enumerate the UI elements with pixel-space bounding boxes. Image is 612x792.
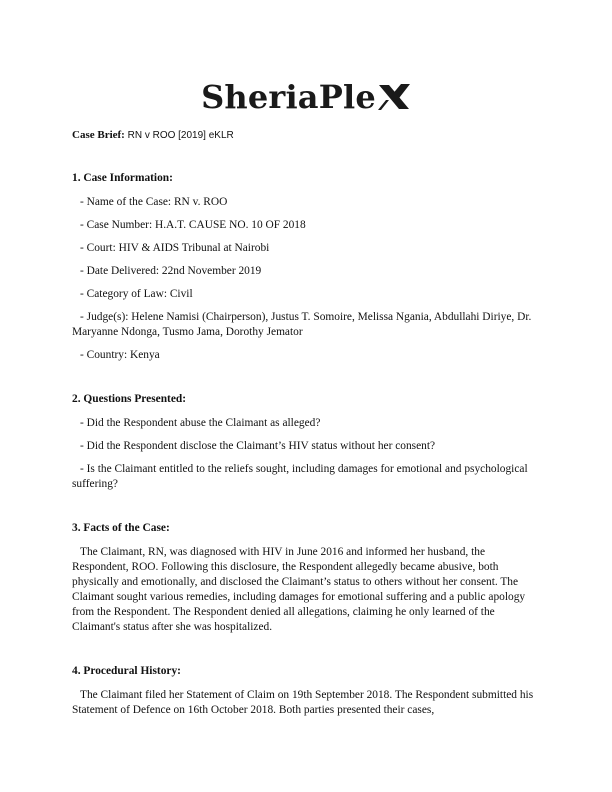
list-item: - Category of Law: Civil — [80, 288, 193, 300]
section-heading: 1. Case Information: — [72, 172, 173, 184]
case-brief-line — [72, 129, 234, 141]
section-questions-presented — [72, 392, 542, 492]
list-item: - Court: HIV & AIDS Tribunal at Nairobi — [80, 242, 270, 254]
list-item: - Date Delivered: 22nd November 2019 — [80, 265, 262, 277]
list-item: - Case Number: H.A.T. CAUSE NO. 10 OF 2018 — [80, 219, 306, 231]
list-item: - Did the Respondent disclose the Claimant’s HIV status without her consent? — [80, 440, 436, 452]
list-item: - Name of the Case: RN v. ROO — [80, 196, 228, 208]
section-heading: 4. Procedural History: — [72, 665, 181, 677]
section-heading: 3. Facts of the Case: — [72, 522, 170, 534]
logo-text: SheriaPle — [201, 78, 376, 116]
case-brief-label: Case Brief: — [72, 129, 125, 141]
paragraph: The Claimant filed her Statement of Claim on 19th September 2018. The Respondent submitted his Statement of Defence on 16th October 2018. Both parties presented their cases, — [72, 689, 534, 716]
document-body — [72, 171, 542, 747]
section-facts-of-the-case — [72, 521, 542, 635]
paragraph: The Claimant, RN, was diagnosed with HIV in June 2016 and informed her husband, the Respondent, ROO. Following this disclosure, the Respondent allegedly became abusive, both physically and emotionally, and disclosed the Claimant’s status to others without her consent. The Claimant sought various remedies, including damages for emotional suffering and a public apology from the Respondent. The Respondent denied all allegations, claiming he only learned of the Claimant's status after she was hospitalized. — [72, 546, 526, 633]
list-item: - Did the Respondent abuse the Claimant as alleged? — [80, 417, 321, 429]
sheriaplex-logo — [0, 78, 612, 116]
section-procedural-history — [72, 664, 542, 718]
case-brief-title: RN v ROO [2019] eKLR — [127, 130, 234, 141]
logo-x-mark-icon — [377, 83, 411, 111]
list-item: - Is the Claimant entitled to the reliefs sought, including damages for emotional and psychological suffering? — [72, 463, 528, 490]
list-item: - Judge(s): Helene Namisi (Chairperson), Justus T. Somoire, Melissa Ngania, Abdullahi Diriye, Dr. Maryanne Ndonga, Tusmo Jama, Dorothy Jemator — [72, 311, 532, 338]
list-item: - Country: Kenya — [80, 349, 160, 361]
section-heading: 2. Questions Presented: — [72, 393, 187, 405]
section-case-information — [72, 171, 542, 363]
